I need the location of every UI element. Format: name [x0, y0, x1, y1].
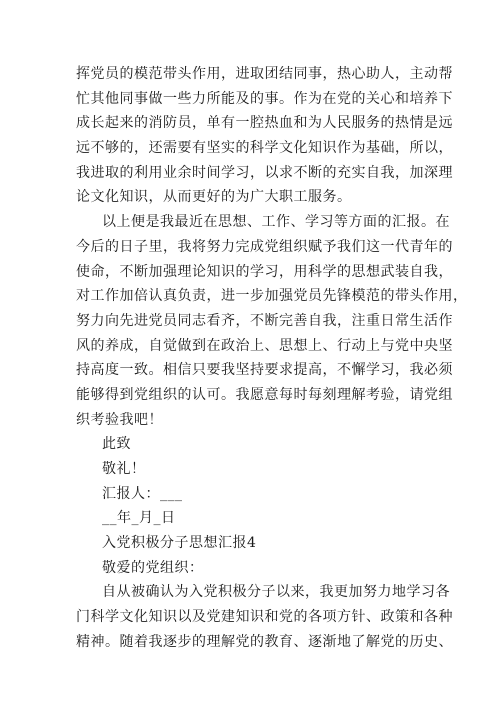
text-line: 对工作加倍认真负责，进一步加强党员先锋模范的带头作用， [76, 288, 468, 305]
text-line: 持高度一致。相信只要我坚持要求提高，不懈学习，我必须 [76, 362, 453, 379]
text-line: 忙其他同事做一些力所能及的事。作为在党的关心和培养下 [76, 90, 453, 107]
text-line: 论文化知识，从而更好的为广大职工服务。 [76, 189, 352, 206]
text-line: 门科学文化知识以及党建知识和党的各项方针、政策和各种 [76, 609, 453, 626]
text-line: 成长起来的消防员，单有一腔热血和为人民服务的热情是远 [76, 115, 453, 132]
document-body [76, 62, 468, 655]
text-line: 以上便是我最近在思想、工作、学习等方面的汇报。在 [102, 214, 450, 231]
text-line: 使命，不断加强理论知识的学习，用科学的思想武装自我， [76, 263, 453, 280]
text-line: 远不够的，还需要有坚实的科学文化知识作为基础，所以， [76, 140, 453, 157]
signature-line: 汇报人：___ [102, 485, 183, 502]
text-line: 精神。随着我逐步的理解党的教育、逐渐地了解党的历史、 [76, 633, 453, 650]
text-line: 织考验我吧！ [76, 411, 163, 428]
text-line: 挥党员的模范带头作用，进取团结同事，热心助人，主动帮 [76, 66, 453, 82]
section-title: 入党积极分子思想汇报4 [102, 535, 257, 552]
text-line: 努力向先进党员同志看齐，不断完善自我，注重日常生活作 [76, 312, 453, 329]
text-line: 今后的日子里，我将努力完成党组织赋予我们这一代青年的 [76, 238, 453, 255]
closing-salutation: 此致 [102, 436, 131, 453]
text-line: 自从被确认为入党积极分子以来，我更加努力地学习各 [102, 584, 450, 601]
text-line: 风的养成，自觉做到在政治上、思想上、行动上与党中央坚 [76, 337, 453, 354]
date-line: __年_月_日 [102, 510, 176, 527]
text-line: 我进取的利用业余时间学习，以求不断的充实自我，加深理 [76, 164, 453, 181]
greeting: 敬爱的党组织： [102, 559, 204, 576]
text-line: 能够得到党组织的认可。我愿意每时每刻理解考验，请党组 [76, 386, 453, 403]
closing-salutation: 敬礼！ [102, 461, 146, 477]
